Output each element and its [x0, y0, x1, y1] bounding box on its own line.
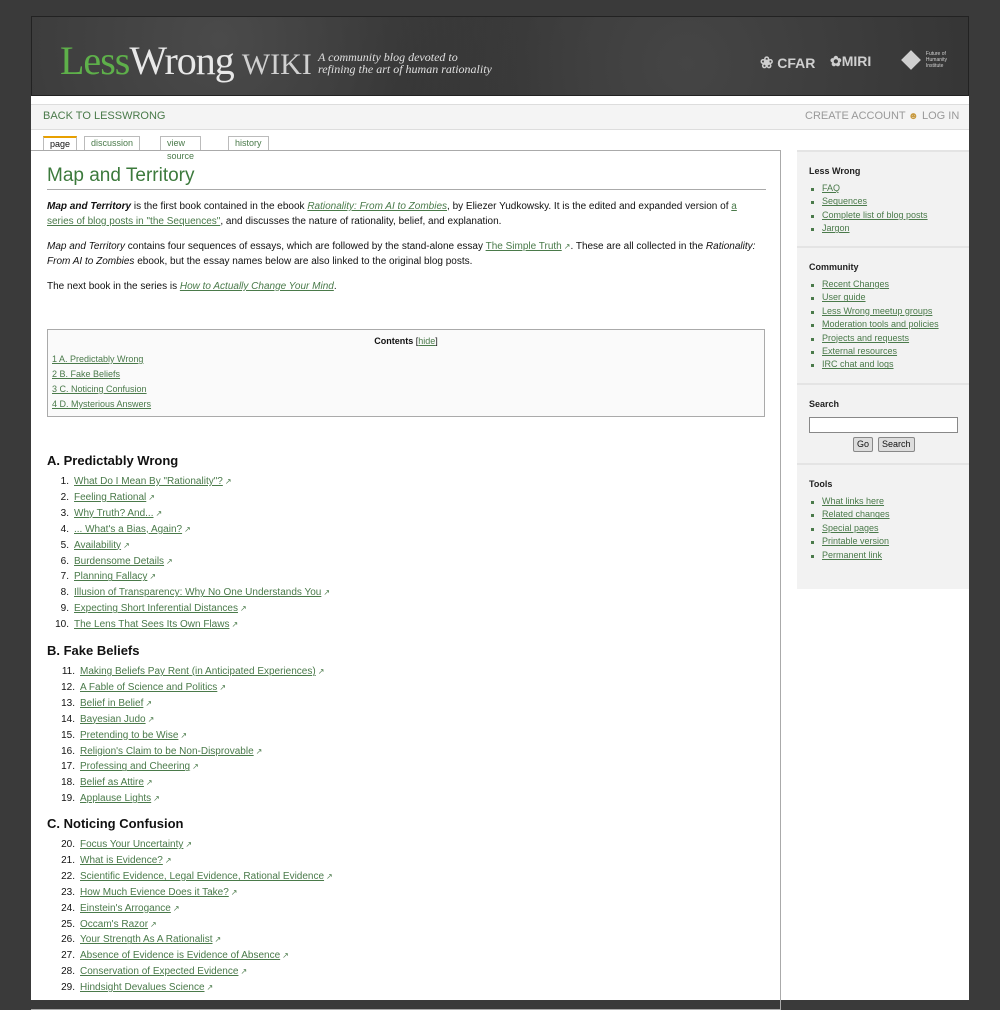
essay-number: 4.	[60, 523, 69, 535]
next-book-text: .	[333, 281, 337, 292]
search-button[interactable]: Search	[878, 437, 915, 452]
bullet-icon	[811, 501, 814, 504]
sequences-link[interactable]: a series of blog posts in "the Sequences"	[47, 201, 737, 227]
cfar-label: CFAR	[777, 55, 816, 71]
toc-item[interactable]: 4 D. Mysterious Answers	[52, 399, 152, 409]
essay-link[interactable]: Einstein's Arrogance	[80, 902, 171, 914]
essay-list-item	[47, 571, 156, 583]
sidebar-link[interactable]: IRC chat and logs	[822, 359, 894, 370]
essay-list-item	[53, 950, 289, 962]
essay-number: 22.	[61, 870, 75, 882]
essay-number: 1.	[60, 476, 69, 487]
sidebar-link[interactable]: Special pages	[822, 522, 879, 533]
lesswrong-wiki-logo[interactable]	[60, 37, 312, 84]
external-link-icon: ↗	[326, 871, 333, 881]
bullet-icon	[811, 338, 814, 341]
bullet-icon	[811, 514, 814, 517]
external-link-icon: ↗	[172, 903, 180, 913]
essay-link[interactable]: A Fable of Science and Politics	[80, 681, 218, 693]
external-link-icon: ↗	[239, 604, 247, 614]
essay-link[interactable]: The Lens That Sees Its Own Flaws	[74, 619, 230, 631]
bullet-icon	[811, 541, 814, 544]
essay-link[interactable]: Feeling Rational	[74, 491, 147, 503]
essay-link[interactable]: Professing and Cheering	[80, 761, 191, 773]
bullet-icon	[811, 201, 814, 204]
sidebar-link[interactable]: Less Wrong meetup groups	[822, 305, 933, 316]
cfar-logo[interactable]: ❀ CFAR	[760, 55, 816, 72]
sidebar-community-heading: Community	[809, 262, 859, 272]
external-link-icon: ↗	[180, 730, 188, 740]
go-button[interactable]: Go	[853, 437, 873, 452]
sidebar-link[interactable]: Projects and requests	[822, 332, 910, 343]
tab-page[interactable]: page	[43, 136, 77, 151]
essay-list-item	[47, 619, 238, 631]
essay-number: 2.	[60, 491, 69, 503]
external-link-icon: ↗	[150, 919, 157, 929]
essay-list-item	[53, 730, 187, 742]
essay-number: 19.	[61, 793, 75, 805]
description-text: ebook, but the essay names below are also linked to the original blog posts.	[134, 256, 473, 267]
tab-discussion[interactable]: discussion	[84, 136, 140, 150]
external-link-icon: ↗	[224, 477, 232, 486]
essay-list-item	[47, 508, 162, 520]
essay-number: 29.	[61, 982, 75, 994]
page	[31, 16, 969, 1000]
sidebar-lesswrong-box	[797, 150, 969, 246]
essay-number: 5.	[60, 539, 69, 551]
intro-text: , by Eliezer Yudkowsky. It is the edited and expanded version of	[447, 201, 732, 212]
miri-label: MIRI	[841, 53, 872, 69]
external-link-icon: ↗	[145, 778, 153, 788]
tagline	[318, 51, 508, 75]
user-icon: ☻	[908, 111, 919, 122]
essay-list-item	[53, 666, 324, 678]
description-text: . These are all collected in the	[570, 241, 706, 252]
external-link-icon: ↗	[219, 682, 227, 692]
external-link-icon: ↗	[230, 887, 238, 897]
sidebar-link[interactable]: FAQ	[822, 183, 841, 193]
essay-link[interactable]: Occam's Razor	[80, 918, 149, 930]
essay-list-item	[53, 966, 247, 978]
sidebar-link[interactable]: User guide	[822, 292, 866, 303]
essay-link[interactable]: Belief in Belief	[80, 697, 144, 709]
bullet-icon	[811, 297, 814, 300]
simple-truth-link[interactable]: The Simple Truth	[485, 241, 562, 252]
section-heading: A. Predictably Wrong	[47, 453, 179, 468]
essay-number: 14.	[61, 713, 75, 725]
essay-link[interactable]: ... What's a Bias, Again?	[74, 523, 183, 535]
back-to-lesswrong-link[interactable]: BACK TO LESSWRONG	[43, 110, 166, 122]
essay-number: 17.	[61, 761, 75, 773]
essay-link[interactable]: Making Beliefs Pay Rent (in Anticipated Experiences)	[80, 666, 316, 677]
sidebar-search-box	[797, 383, 969, 463]
external-link-icon: ↗	[206, 983, 214, 993]
external-link-icon: ↗	[149, 572, 157, 582]
essay-link[interactable]: Absence of Evidence is Evidence of Absence	[80, 950, 281, 962]
essay-link[interactable]: Belief as Attire	[80, 777, 144, 789]
external-link-icon: ↗	[155, 508, 163, 518]
book-title: Map and Territory	[47, 201, 132, 212]
toc-title-label: Contents	[374, 336, 414, 346]
external-link-icon: ↗	[147, 714, 155, 724]
essay-number: 12.	[61, 681, 75, 693]
essay-number: 7.	[60, 571, 69, 583]
logo-less: Less	[60, 38, 130, 83]
sidebar-community-box	[797, 246, 969, 383]
sidebar-tools-heading: Tools	[809, 479, 833, 489]
essay-number: 9.	[60, 603, 69, 615]
essay-number: 25.	[61, 918, 75, 930]
external-link-icon: ↗	[255, 746, 263, 756]
description-paragraph	[47, 239, 765, 269]
create-account-link[interactable]: CREATE ACCOUNT	[805, 110, 906, 122]
sidebar-lesswrong-heading: Less Wrong	[809, 166, 861, 176]
toc-hide-link[interactable]: hide	[418, 336, 436, 346]
external-link-icon: ↗	[214, 935, 222, 945]
sidebar-link[interactable]: Recent Changes	[822, 279, 890, 289]
essay-link[interactable]: What is Evidence?	[80, 854, 163, 866]
bullet-icon	[811, 284, 814, 287]
essay-link[interactable]: Your Strength As A Rationalist	[80, 934, 213, 946]
essay-link[interactable]: Burdensome Details	[74, 555, 165, 567]
book-title: Map and Territory	[47, 241, 125, 252]
essay-list-item	[47, 587, 330, 599]
essay-link[interactable]: Why Truth? And...	[74, 507, 154, 519]
essay-list-item	[53, 777, 153, 789]
fhi-label: Future of Humanity Institute	[925, 51, 948, 70]
table-of-contents	[47, 329, 765, 417]
essay-number: 10.	[55, 619, 69, 631]
next-book-link-label: How to Actually Change Your Mind	[179, 281, 334, 292]
toc-title: Contents [hide]	[374, 336, 438, 346]
essay-number: 16.	[61, 745, 75, 757]
sidebar-link[interactable]: Sequences	[822, 196, 868, 207]
external-link-icon: ↗	[153, 794, 160, 804]
bullet-icon	[811, 215, 814, 218]
essay-link[interactable]: Conservation of Expected Evidence	[80, 966, 239, 978]
bullet-icon	[811, 324, 814, 327]
description-text: contains four sequences of essays, which are followed by the stand-alone essay	[125, 241, 486, 252]
external-link-icon: ↗	[166, 556, 173, 566]
tagline-line-2: refining the art of human rationality	[318, 62, 492, 76]
fhi-logo[interactable]	[904, 51, 954, 69]
essay-number: 11.	[61, 666, 75, 677]
essay-link[interactable]: How Much Evience Does it Take?	[80, 886, 229, 898]
section-heading: C. Noticing Confusion	[47, 816, 184, 831]
essay-link[interactable]: Focus Your Uncertainty	[80, 839, 184, 850]
essay-link[interactable]: Pretending to be Wise	[80, 729, 179, 741]
external-link-icon: ↗	[317, 667, 325, 676]
bullet-icon	[811, 528, 814, 531]
essay-list-item	[53, 855, 172, 867]
sidebar-link[interactable]: Permanent link	[822, 549, 883, 560]
essay-number: 6.	[60, 555, 69, 567]
logo-wiki: WIKI	[241, 48, 312, 81]
essay-list-item	[47, 524, 191, 536]
essay-list-item	[53, 919, 157, 931]
intro-text: is the first book contained in the ebook	[131, 201, 308, 212]
toc-item[interactable]: 2 B. Fake Beliefs	[52, 369, 121, 379]
sidebar-search-heading: Search	[809, 399, 840, 409]
essay-number: 21.	[61, 854, 75, 866]
toc-item[interactable]: 3 C. Noticing Confusion	[52, 384, 147, 394]
essay-link[interactable]: Bayesian Judo	[80, 713, 146, 725]
essay-number: 28.	[61, 966, 75, 978]
external-link-icon: ↗	[184, 524, 191, 534]
external-link-icon: ↗	[164, 855, 172, 865]
essay-list-item	[53, 682, 226, 694]
bullet-icon	[811, 188, 814, 191]
ebook-title: Rationality: From AI to Zombies	[47, 241, 756, 267]
sidebar-link[interactable]: Complete list of blog posts	[822, 209, 928, 220]
external-link-icon: ↗	[231, 620, 239, 630]
essay-list-item	[53, 698, 152, 710]
essay-link[interactable]: Religion's Claim to be Non-Disprovable	[80, 745, 254, 757]
page-title: Map and Territory	[47, 165, 766, 190]
fhi-diamond-icon	[901, 50, 921, 70]
essay-number: 3.	[60, 507, 69, 519]
sidebar-link[interactable]: Moderation tools and policies	[822, 319, 939, 330]
essay-link[interactable]: Applause Lights	[80, 793, 152, 805]
essay-list-item	[53, 839, 192, 851]
essay-number: 23.	[61, 886, 75, 898]
essay-link[interactable]: What Do I Mean By "Rationality"?	[74, 476, 223, 487]
essay-link[interactable]: Scientific Evidence, Legal Evidence, Rational Evidence	[80, 870, 325, 882]
essay-list-item	[53, 982, 213, 994]
log-in-link[interactable]: LOG IN	[922, 110, 960, 122]
sidebar-link[interactable]: External resources	[822, 346, 898, 356]
essay-list-item	[53, 903, 180, 915]
bullet-icon	[811, 351, 814, 354]
sidebar-link[interactable]: Printable version	[822, 536, 890, 547]
sidebar-link[interactable]: What links here	[822, 496, 885, 506]
essay-list-item	[53, 887, 237, 899]
essay-number: 27.	[61, 950, 75, 962]
bullet-icon	[811, 364, 814, 367]
essay-list-item	[53, 793, 160, 805]
essay-link[interactable]: Availability	[74, 539, 122, 551]
sidebar-link[interactable]: Jargon	[822, 223, 850, 234]
essay-number: 8.	[60, 587, 69, 599]
bullet-icon	[811, 228, 814, 231]
essay-list-item	[47, 556, 173, 568]
essay-number: 20.	[61, 839, 75, 850]
essay-list-item	[53, 714, 154, 726]
essay-list-item	[53, 934, 221, 946]
external-link-icon: ↗	[282, 951, 289, 961]
next-book-link[interactable]	[180, 281, 334, 292]
tab-history[interactable]: history	[228, 136, 269, 150]
external-link-icon: ↗	[185, 840, 193, 849]
next-book-paragraph	[47, 279, 765, 294]
essay-list-item	[53, 871, 333, 883]
rationality-ebook-link[interactable]	[307, 201, 447, 212]
sidebar-tools-box	[797, 463, 969, 589]
external-link-icon: ↗	[145, 698, 153, 708]
essay-number: 15.	[61, 729, 75, 741]
tagline-line-1: A community blog devoted to	[318, 50, 458, 64]
essay-link[interactable]: Illusion of Transparency: Why No One Understands You	[74, 587, 322, 599]
site-banner	[31, 16, 969, 96]
tab-view-source[interactable]: view source	[160, 136, 201, 150]
section-heading: B. Fake Beliefs	[47, 643, 140, 658]
intro-text: , and discusses the nature of rationality, belief, and explanation.	[220, 216, 502, 227]
bullet-icon	[811, 311, 814, 314]
external-link-icon: ↗	[240, 967, 248, 977]
rationality-ebook-link-label: Rationality: From AI to Zombies	[307, 201, 448, 212]
top-nav-bar	[31, 104, 969, 130]
essay-list-item	[47, 476, 232, 488]
essay-number: 18.	[61, 777, 75, 789]
essay-link[interactable]: Planning Fallacy	[74, 571, 148, 583]
external-link-icon: ↗	[148, 492, 155, 502]
essay-number: 24.	[61, 902, 75, 914]
essay-list-item	[47, 603, 247, 615]
sidebar-link[interactable]: Related changes	[822, 509, 890, 520]
essay-list-item	[47, 492, 155, 504]
essay-number: 13.	[61, 697, 75, 709]
next-book-text: The next book in the series is	[47, 281, 180, 292]
bullet-icon	[811, 555, 814, 558]
essay-list-item	[53, 761, 199, 773]
essay-list-item	[53, 746, 262, 758]
essay-link[interactable]: Expecting Short Inferential Distances	[74, 603, 238, 615]
essay-link[interactable]: Hindsight Devalues Science	[80, 982, 205, 994]
external-link-icon: ↗	[323, 588, 331, 598]
essay-list-item	[47, 540, 130, 552]
external-link-icon: ↗	[563, 242, 571, 251]
logo-wrong: Wrong	[129, 38, 234, 83]
toc-item[interactable]: 1 A. Predictably Wrong	[52, 354, 144, 364]
external-link-icon: ↗	[192, 762, 199, 772]
intro-paragraph	[47, 199, 765, 229]
search-input[interactable]	[809, 417, 958, 433]
external-link-icon: ↗	[123, 540, 130, 550]
article-content	[31, 150, 781, 1010]
essay-number: 26.	[61, 934, 75, 946]
miri-logo[interactable]: ✿MIRI	[830, 53, 872, 69]
